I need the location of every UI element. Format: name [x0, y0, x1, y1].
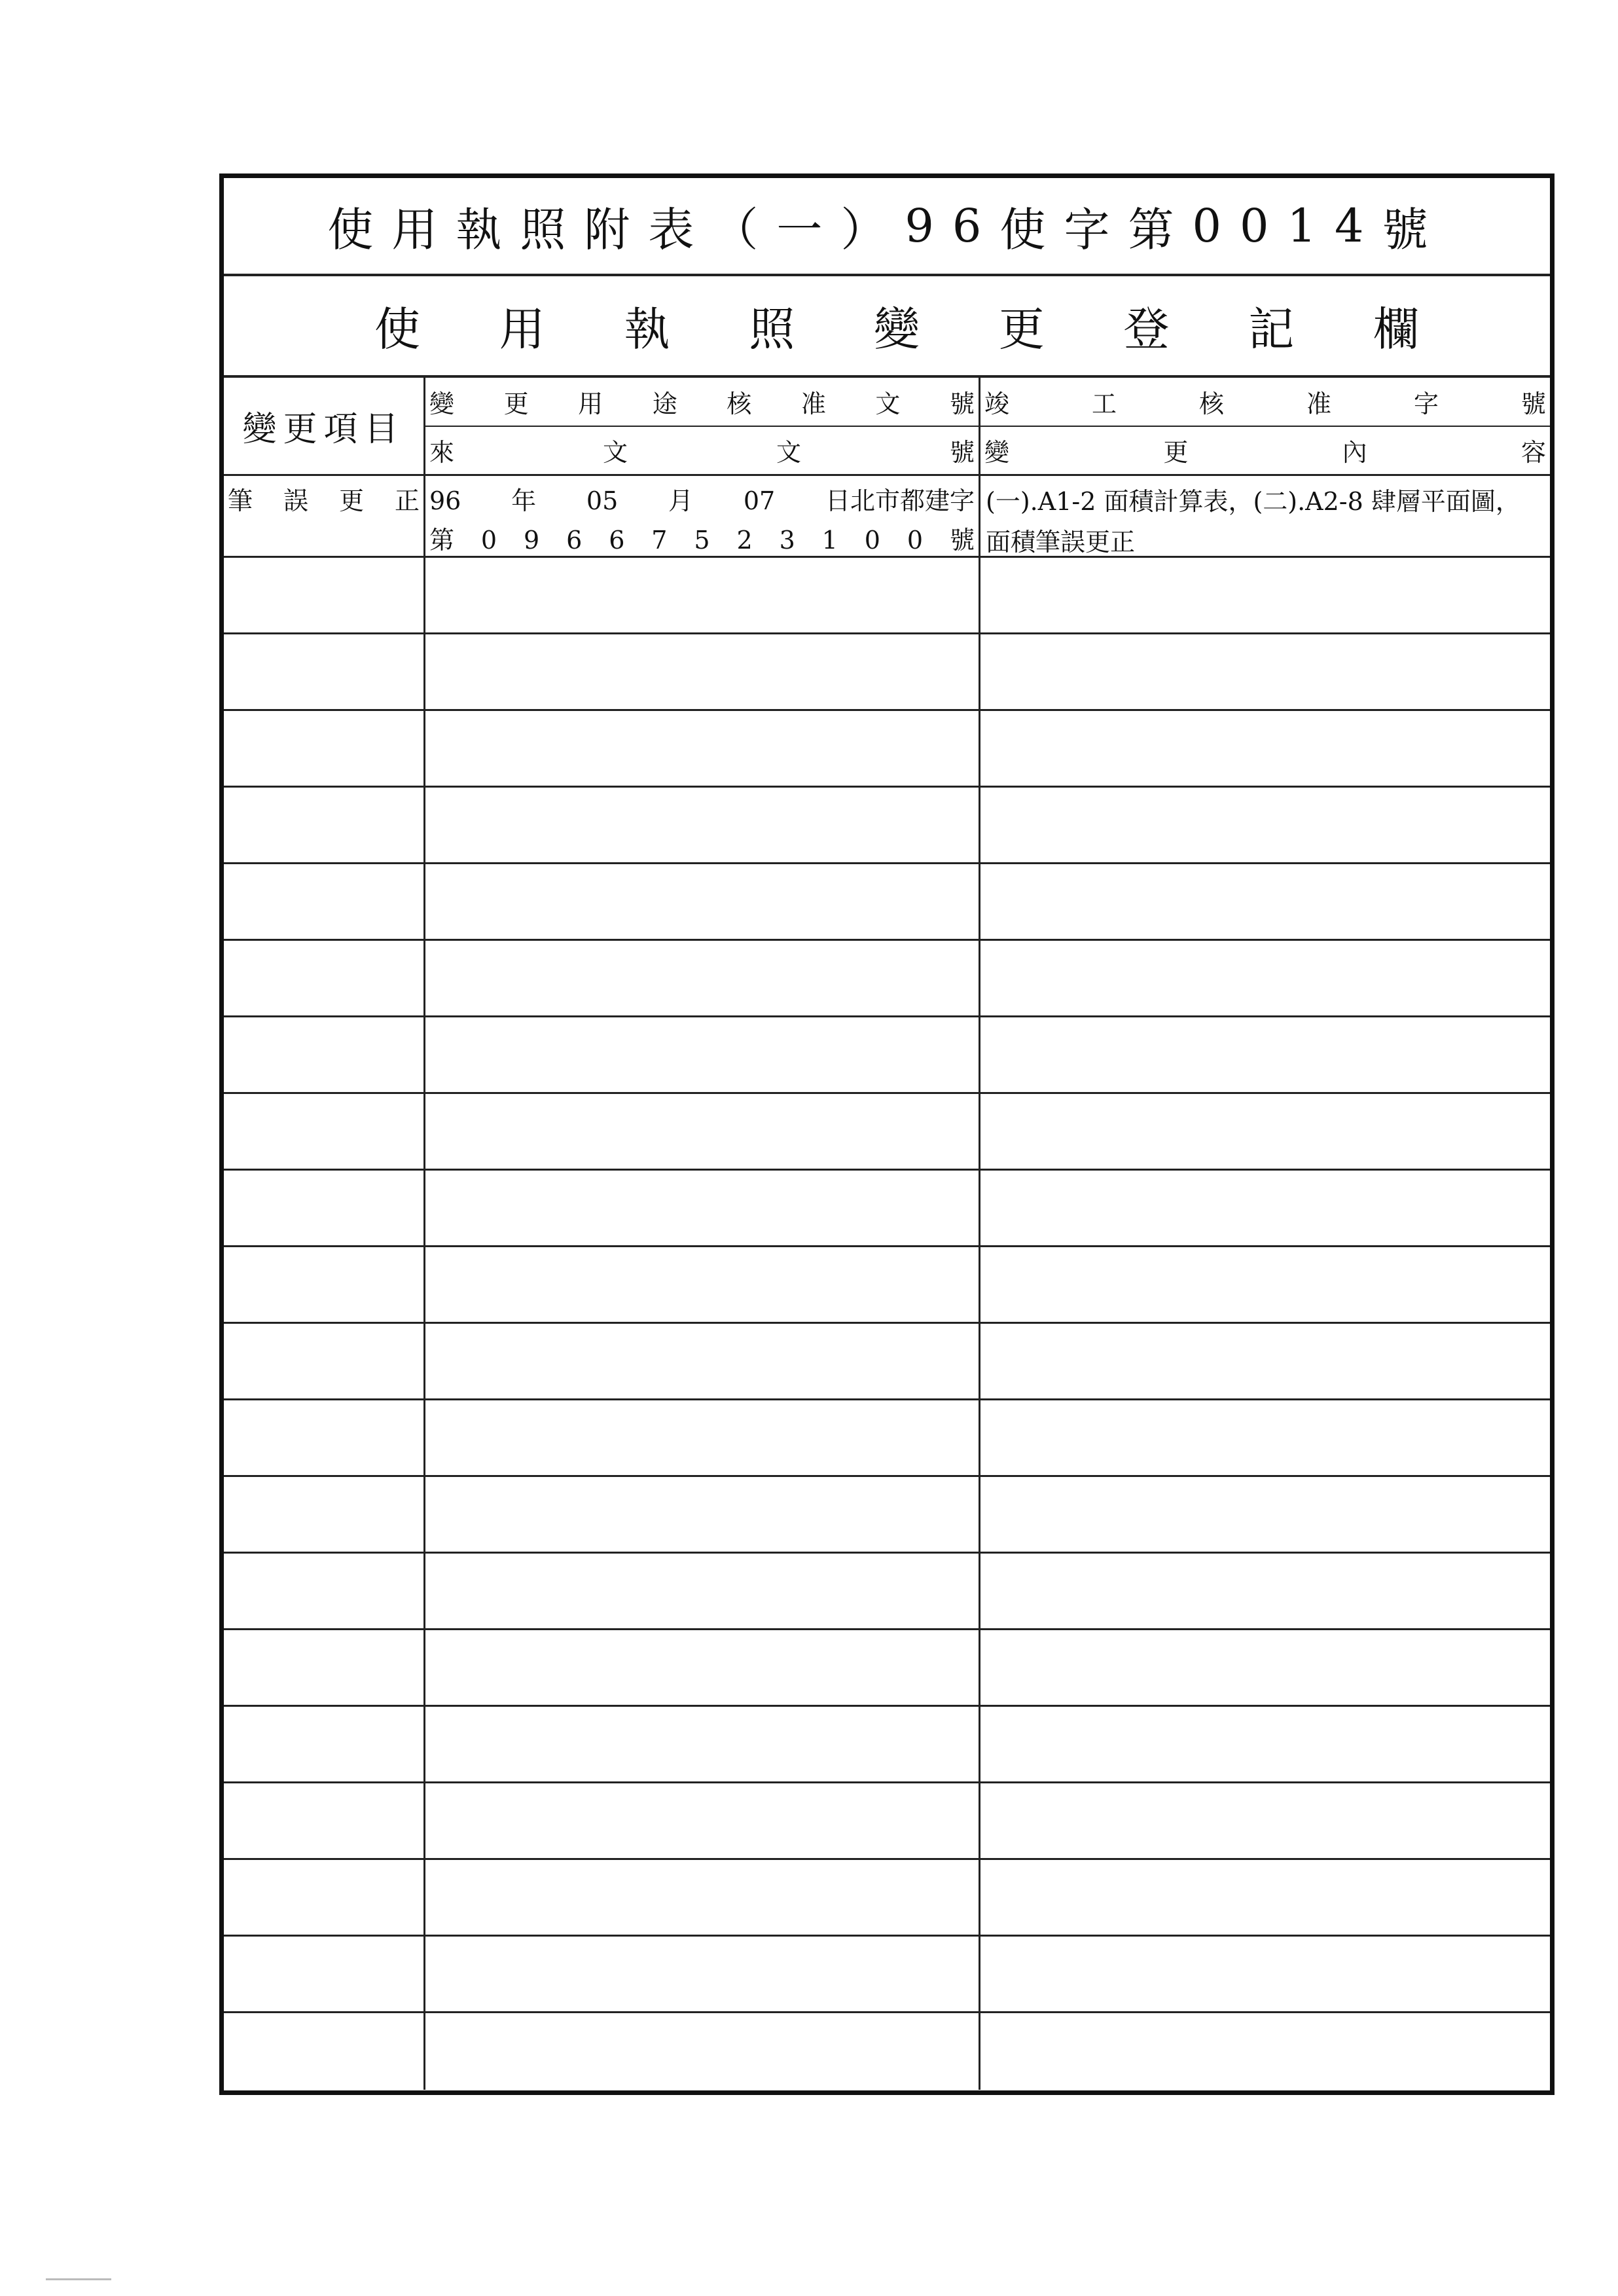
table-cell [425, 1707, 980, 1781]
header-char: 更 [503, 389, 529, 418]
table-cell [425, 1477, 980, 1552]
header-char: 號 [949, 389, 975, 418]
header-char: 文 [776, 438, 801, 467]
table-row [224, 1324, 1550, 1400]
entry-item-char: 筆 [228, 486, 253, 515]
header-char: 核 [727, 389, 752, 418]
table-row [224, 1860, 1550, 1937]
table-cell [224, 788, 425, 862]
header-char: 變 [984, 438, 1010, 467]
table-cell [224, 711, 425, 786]
table-cell [425, 711, 980, 786]
title-char: 表 [648, 202, 713, 257]
subtitle-char: 變 [874, 302, 920, 356]
form-subtitle [224, 276, 1550, 378]
subtitle-char: 欄 [1373, 302, 1419, 356]
subtitle-char: 登 [1123, 302, 1170, 356]
table-cell [224, 1477, 425, 1552]
entry-doc-char: 5 [694, 526, 710, 555]
table-cell [425, 1783, 980, 1858]
table-cell [425, 788, 980, 862]
table-row [224, 1783, 1550, 1860]
table-cell [224, 941, 425, 1015]
header-char: 准 [800, 389, 826, 418]
table-cell [980, 1860, 1550, 1935]
entry-doc-char: 6 [566, 526, 583, 555]
entry-doc-char: 07 [743, 486, 776, 515]
table-cell [980, 788, 1550, 862]
table-row [224, 558, 1550, 634]
entry-doc-char: 第 [429, 526, 455, 555]
table-cell [425, 634, 980, 709]
table-row [224, 1247, 1550, 1324]
form-title [224, 178, 1550, 276]
table-cell [224, 1554, 425, 1628]
subtitle-char: 執 [624, 302, 670, 356]
header-char: 來 [429, 438, 455, 467]
header-char: 文 [875, 389, 901, 418]
entry-doc-char: 號 [949, 526, 975, 555]
entry-doc-char: 日北市都建字 [825, 486, 975, 515]
table-cell [425, 1324, 980, 1398]
table-cell [224, 1707, 425, 1781]
table-cell [980, 1707, 1550, 1781]
header-change-content [980, 427, 1550, 475]
table-row [224, 1554, 1550, 1630]
table-row [224, 1017, 1550, 1094]
title-char: 號 [1382, 202, 1447, 257]
table-cell [980, 2013, 1550, 2090]
table-cell [425, 2013, 980, 2090]
subtitle-char: 記 [1248, 302, 1295, 356]
table-cell [224, 1171, 425, 1245]
entry-doc-char: 6 [609, 526, 625, 555]
table-cell [224, 1400, 425, 1475]
subtitle-char: 用 [499, 302, 545, 356]
header-char: 變 [429, 389, 455, 418]
table-cell [224, 864, 425, 939]
entry-item-char: 更 [338, 486, 364, 515]
table-cell [980, 1630, 1550, 1705]
table-cell [980, 1094, 1550, 1169]
table-cell [425, 1247, 980, 1322]
table-row [224, 788, 1550, 864]
header-approval-doc-number [425, 378, 980, 427]
table-cell [980, 941, 1550, 1015]
entry-doc-char: 月 [668, 486, 694, 515]
subtitle-char: 使 [374, 302, 420, 356]
title-char: 使 [327, 202, 392, 257]
table-row [224, 711, 1550, 788]
table-cell [980, 1937, 1550, 2011]
scan-mark [46, 2278, 111, 2280]
entry-doc-char: 96 [429, 486, 461, 515]
table-cell [224, 558, 425, 632]
header-char: 號 [1520, 389, 1546, 418]
entry-change-item [224, 476, 425, 568]
header-completion-approval-number [980, 378, 1550, 427]
entry-doc-number [425, 476, 980, 568]
title-char: 附 [584, 202, 649, 257]
table-cell [425, 558, 980, 632]
header-incoming-doc-number [425, 427, 980, 475]
table-cell [425, 1630, 980, 1705]
entry-doc-char: 7 [651, 526, 668, 555]
title-char: 96 [905, 199, 1000, 253]
table-cell [224, 2013, 425, 2090]
table-cell [224, 1094, 425, 1169]
table-row [224, 1400, 1550, 1477]
table-cell [224, 1324, 425, 1398]
table-cell [425, 1860, 980, 1935]
table-cell [980, 1554, 1550, 1628]
table-cell [425, 1017, 980, 1092]
entry-change-content: (一).A1-2 面積計算表，(二).A2-8 肆層平面圖，面積筆誤更正 [986, 487, 1520, 556]
entry-doc-char: 1 [821, 526, 838, 555]
header-char: 竣 [984, 389, 1010, 418]
table-cell [425, 1171, 980, 1245]
table-cell [980, 1247, 1550, 1322]
table-row [224, 1937, 1550, 2013]
entry-doc-char: 0 [864, 526, 880, 555]
header-char: 用 [578, 389, 603, 418]
table-cell [980, 558, 1550, 632]
title-char: 0014 [1192, 199, 1382, 253]
table-row [224, 1630, 1550, 1707]
table-row [224, 941, 1550, 1017]
table-row [224, 2013, 1550, 2090]
header-char: 文 [602, 438, 628, 467]
entry-doc-char: 0 [907, 526, 924, 555]
entry-doc-char: 2 [736, 526, 753, 555]
table-cell [224, 1783, 425, 1858]
table-cell [224, 1247, 425, 1322]
table-cell [224, 1937, 425, 2011]
table-cell [980, 1017, 1550, 1092]
table-cell [425, 1400, 980, 1475]
entry-doc-char: 0 [480, 526, 497, 555]
subtitle-char: 照 [749, 302, 795, 356]
table-cell [425, 1554, 980, 1628]
header-char: 准 [1306, 389, 1331, 418]
table-cell [980, 1400, 1550, 1475]
entry-item-char: 正 [394, 486, 420, 515]
table-cell [980, 711, 1550, 786]
header-char: 容 [1520, 438, 1546, 467]
title-char: 執 [456, 202, 520, 257]
table-header [224, 378, 1550, 476]
table-cell [425, 1937, 980, 2011]
header-char: 更 [1163, 438, 1189, 467]
entry-doc-char: 05 [586, 486, 619, 515]
table-cell [425, 1094, 980, 1169]
header-char: 號 [949, 438, 975, 467]
header-change-item: 變更項目 [224, 378, 425, 474]
table-cell [980, 1477, 1550, 1552]
header-char: 核 [1198, 389, 1224, 418]
subtitle-char: 更 [998, 302, 1045, 356]
table-cell [224, 1630, 425, 1705]
table-row [224, 1094, 1550, 1171]
table-cell [980, 1171, 1550, 1245]
entry-doc-char: 9 [524, 526, 540, 555]
title-char: 照 [520, 202, 584, 257]
header-char: 字 [1413, 389, 1439, 418]
table-cell [224, 1860, 425, 1935]
entry-doc-char: 3 [779, 526, 795, 555]
table-cell [425, 941, 980, 1015]
table-row [224, 634, 1550, 711]
header-char: 工 [1091, 389, 1117, 418]
header-char: 途 [652, 389, 677, 418]
table-cell [980, 1324, 1550, 1398]
entry-item-char: 誤 [283, 486, 308, 515]
header-char: 內 [1342, 438, 1367, 467]
title-char: 用 [391, 202, 456, 257]
table-row [224, 1171, 1550, 1247]
table-cell [980, 634, 1550, 709]
table-cell [980, 864, 1550, 939]
table-row [224, 1477, 1550, 1554]
table-cell [425, 864, 980, 939]
title-char: 使字第 [999, 202, 1193, 257]
table-cell [980, 1783, 1550, 1858]
table-row [224, 1707, 1550, 1783]
entry-doc-char: 年 [511, 486, 537, 515]
table-cell [224, 1017, 425, 1092]
table-cell [224, 634, 425, 709]
registration-form [219, 173, 1555, 2095]
table-row [224, 476, 1550, 558]
table-row [224, 864, 1550, 941]
title-char: （一） [712, 202, 905, 257]
